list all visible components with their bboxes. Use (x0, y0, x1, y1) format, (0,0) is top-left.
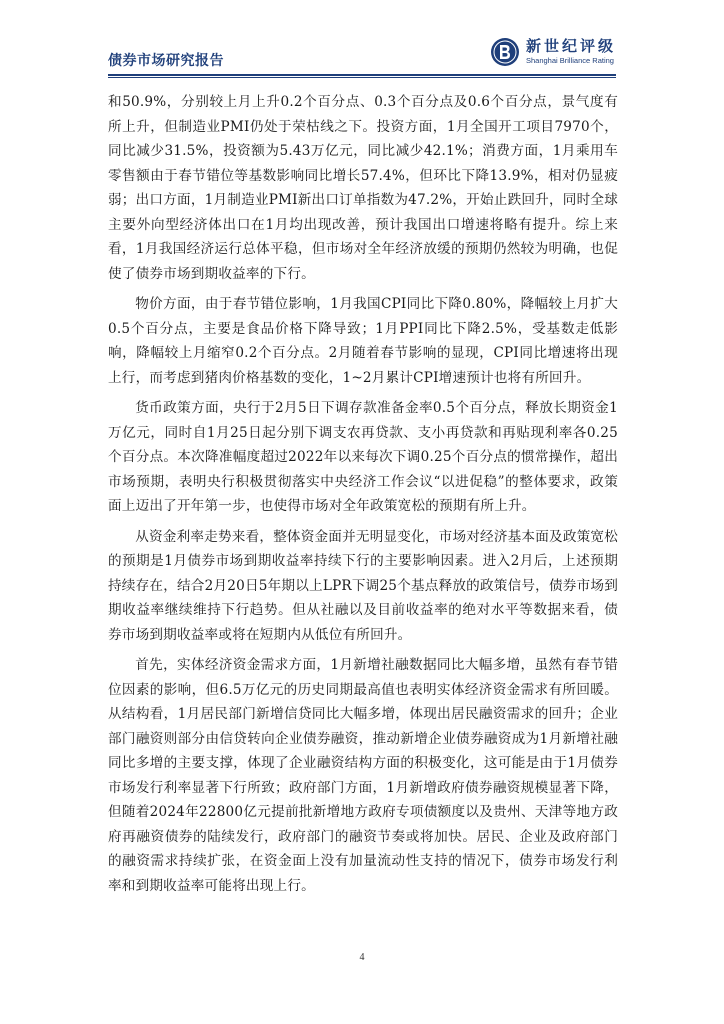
report-body (108, 90, 618, 904)
logo-name-en: Shanghai Brilliance Rating (525, 56, 614, 66)
paragraph-economy: 和50.9%，分别较上月上升0.2个百分点、0.3个百分点及0.6个百分点，景气度有所上升，但制造业PMI仍处于荣枯线之下。投资方面，1月全国开工项目7970个，同比减少31.5%，投资额为5.43万亿元，同比减少42.1%；消费方面，1月乘用车零售额由于春节错位等基数影响同比增长57.4%，但环比下降13.9%，相对仍显疲弱；出口方面，1月制造业PMI新出口订单指数为47.2%，开始止跌回升，同时全球主要外向型经济体出口在1月均出现改善，预计我国出口增速将略有提升。综上来看，1月我国经济运行总体平稳，但市场对全年经济放缓的预期仍然较为明确，也促使了债券市场到期收益率的下行。 (108, 94, 618, 282)
logo-name-cn: 新世纪评级 (525, 37, 616, 56)
paragraph-prices: 物价方面，由于春节错位影响，1月我国CPI同比下降0.80%，降幅较上月扩大0.5个百分点，主要是食品价格下降导致；1月PPI同比下降2.5%，受基数走低影响，降幅较上月缩窄0.2个百分点。2月随着春节影响的显现，CPI同比增速将出现上行，而考虑到猪肉价格基数的变化，1~2月累计CPI增速预计也将有所回升。 (108, 296, 618, 386)
page-number: 4 (359, 952, 365, 963)
company-logo (490, 34, 616, 70)
header-divider-thin (108, 77, 616, 78)
brilliance-rating-logo-icon (490, 37, 520, 67)
paragraph-funding-rates: 从资金利率走势来看，整体资金面并无明显变化，市场对经济基本面及政策宽松的预期是1月债券市场到期收益率持续下行的主要影响因素。进入2月后，上述预期持续存在，结合2月20日5年期以上LPR下调25个基点释放的政策信号，债券市场到期收益率继续维持下行趋势。但从社融以及目前收益率的绝对水平等数据来看，债券市场到期收益率或将在短期内从低位有所回升。 (108, 528, 618, 643)
report-title: 债券市场研究报告 (108, 53, 224, 69)
page-header (108, 34, 616, 74)
header-divider (108, 74, 616, 76)
paragraph-monetary-policy: 货币政策方面，央行于2月5日下调存款准备金率0.5个百分点，释放长期资金1万亿元，同时自1月25日起分别下调支农再贷款、支小再贷款和再贴现利率各0.25个百分点。本次降准幅度超过2022年以来每次下调0.25个百分点的惯常操作，超出市场预期，表明央行积极贯彻落实中央经济工作会议“以进促稳”的整体要求，政策面上迈出了开年第一步，也使得市场对全年政策宽松的预期有所上升。 (108, 400, 618, 514)
paragraph-financing-demand: 首先，实体经济资金需求方面，1月新增社融数据同比大幅多增，虽然有春节错位因素的影响，但6.5万亿元的历史同期最高值也表明实体经济资金需求有所回暖。从结构看，1月居民部门新增信贷同比大幅多增，体现出居民融资需求的回升；企业部门融资则部分由信贷转向企业债券融资，推动新增企业债券融资成为1月新增社融同比多增的主要支撑，体现了企业融资结构方面的积极变化，这可能是由于1月债券市场发行利率显著下行所致；政府部门方面，1月新增政府债券融资规模显著下降，但随着2024年22800亿元提前批新增地方政府专项债额度以及贵州、天津等地方政府再融资债券的陆续发行，政府部门的融资节奏或将加快。居民、企业及政府部门的融资需求持续扩张，在资金面上没有加量流动性支持的情况下，债券市场发行利率和到期收益率可能将出现上行。 (108, 657, 618, 894)
